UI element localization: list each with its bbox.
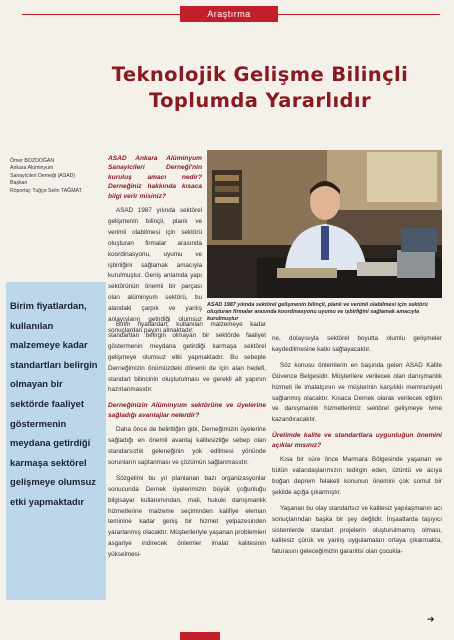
byline-name: Ömer BOZDOĞAN — [10, 158, 55, 164]
article-title — [70, 62, 450, 114]
column-middle-top — [108, 150, 202, 342]
pull-quote: Birim fiyatlardan, kullanılan malzemeye kadar standartları belirgin olmayan bir sektörde faaliyet göstermenin meydana getirdiği karmaşa sektörel gelişmeye olumsuz etki yapmaktadır — [10, 300, 98, 507]
byline-role: Başkan — [10, 180, 28, 187]
answer-1-paragraph-2: Birim fiyatlardan, kullanılan malzemeye kadar standartları belirgin olmayan bir sektörde faaliyet göstermenin meydana getirdiği karmaşa sektörel gelişmeye olumsuz etki yapmaktadır. Bu sebeple Derneğimizin önümüzdeki dönemi de için alan hedefi, standart bilincinin oluşturulması ve gerekli alt yapının hazırlanmasıdır. — [108, 321, 266, 394]
byline-org-1: Ankara Alüminyum — [10, 165, 54, 172]
interview-photo — [207, 150, 442, 298]
right-paragraph-2: Söz konusu önlemlerin en başında gelen ASAD Kalite Güvence Belgesidir. Müşterilere verilecek olan danışmanlık hizmeti ile imalatçının ve müşterinin karşılıklı memnuniyeti sağlanmış olacaktır. Kısaca Dernek olarak verilecek eğitim ve danışmanlık hizmetlerimiz sektörel gelişmeye ivme kazandıracaktır. — [272, 361, 442, 424]
answer-3-paragraph-1: Kısa bir süre önce Marmara Bölgesinde yaşanan ve bütün vatandaşlarımızın tedirgin eden, üzüntü ve acıya boğan deprem felaketi konunun önemini çok somut bir şekilde açığa çıkarmıştır. — [272, 456, 442, 496]
section-label: Araştırma — [180, 6, 278, 22]
title-line-1: Teknolojik Gelişme Bilinçli — [111, 63, 409, 86]
title-line-2: Toplumda Yararlıdır — [149, 89, 371, 112]
question-2: Derneğinizin Alüminyum sektörüne ve üyelerine sağladığı avantajlar nelerdir? — [108, 402, 266, 419]
column-right — [272, 334, 442, 563]
byline-org-2: Sanayicileri Derneği (ASAD) — [10, 172, 76, 179]
answer-3-paragraph-2: Yaşanan bu olay standartsız ve kalitesiz yapılaşmanın acı sonuçlarından başka bir şey değildir. İnşaatlarda taşıyıcı sistemlerde standart projelerin oluşturulmamış olması, kalitesiz çürük ve yanlış uygulamaları ortaya çıkarmakta, faturasını geleceğimizin garantisi olan çocukla- — [272, 504, 442, 556]
photo-caption: ASAD 1987 yılında sektörel gelişmenin bilinçli, planlı ve verimli olabilmesi için sektörü oluşturan firmalar arasında koordinasyonu uyumu ve işbirliğini sağlamak amacıyla kurulmuştur — [207, 302, 428, 322]
answer-1-paragraph: ASAD 1987 yılında sektörel gelişmenin bilinçli, planlı ve verimli olabilmesi için sektörü oluşturan firmalar arasında koordinasyonu, uyumu ve işbirliğini sağlamak amacıyla kurulmuştur. Geniş anlamda yapı sektörünün önemli bir parçası olan alüminyum sektörü, bu alandaki çarpık ve yanlış anlayışların getirdiği olumsuz sonuçlardan payını almaktadır. — [108, 207, 202, 334]
column-middle-bottom — [108, 320, 266, 566]
footer-accent — [180, 632, 220, 640]
answer-2-paragraph-2: Sözgelimi bu yıl planlanan bazı organizasyonlar sonucunda Dernek üyelerimizin büyük çoğunluğu bilgisayar kullanımından, mali, hukuki danışmanlık hizmetlerine malzeme seçiminden kalifiye eleman teminine kadar geniş bir hizmet yelpazesinden yararlanmış olacaktır. Müşterileriyle yaşanan problemleri asgariye indirecek önlemler imalat kalitesinin yükselmesi- — [108, 474, 266, 559]
right-paragraph-1: ne, dolayısıyla sektörel boyutta olumlu gelişmeler kaydedilmesine katkı sağlayacaktır. — [272, 335, 442, 353]
question-1: ASAD Ankara Alüminyum Sanayicileri Derneği'nin kuruluş amacı nedir? Derneğiniz hakkında kısaca bilgi verir misiniz? — [108, 155, 202, 200]
byline-reporter: Röportaj: Tuğçe Selin TAĞMAT — [10, 187, 82, 194]
byline — [10, 158, 110, 195]
arrow-right-icon: ➜ — [427, 614, 435, 624]
office-photo-illustration — [207, 150, 442, 298]
answer-2-paragraph-1: Daha önce de belirttiğim gibi, Derneğimizin üyelerine sağladığı en önemli avantaj kalitesizliğe sebep olan standarsızlık geleneğinin yok edilmesi yönünde sorunların saptanması ve çözümün sağlanmasıdır. — [108, 426, 266, 466]
question-3: Üretimde kalite ve standartlara uygunluğun önemini açıklar mısınız? — [272, 432, 442, 449]
